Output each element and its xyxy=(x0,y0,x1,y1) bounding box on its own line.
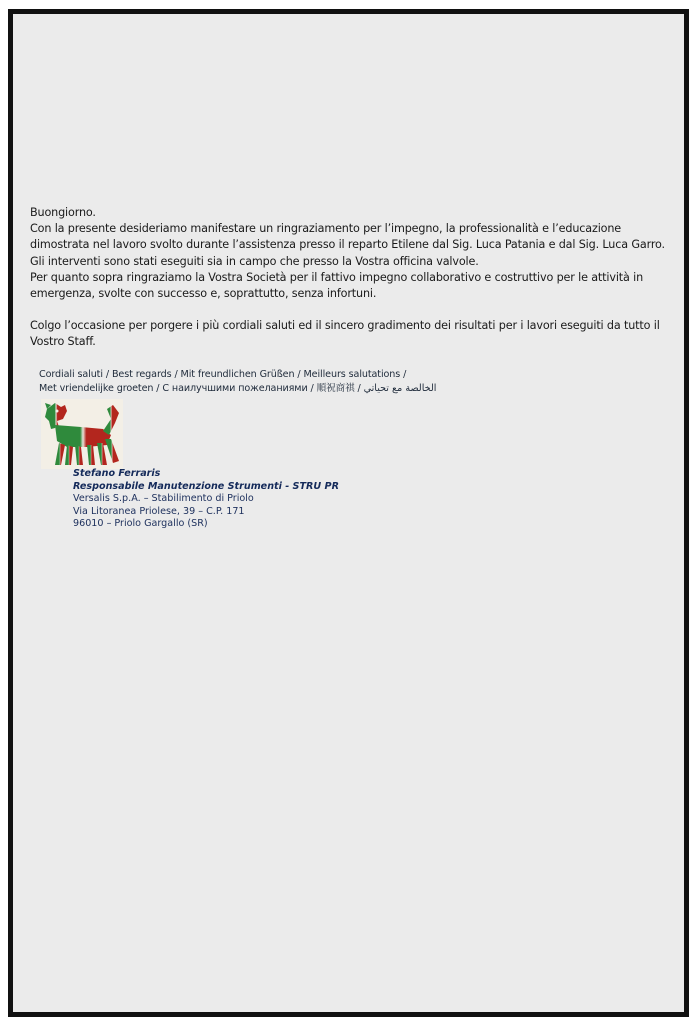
signature-block xyxy=(73,468,339,531)
letter-line: Con la presente desideriamo manifestare un ringraziamento per l’impegno, la professionalità e l’educazione xyxy=(30,222,622,236)
letter-body xyxy=(30,205,680,351)
company-city: 96010 – Priolo Gargallo (SR) xyxy=(73,518,208,530)
letter-line: emergenza, svolte con successo e, soprattutto, senza infortuni. xyxy=(30,287,377,301)
multilingual-regards xyxy=(39,368,436,395)
paragraph-gap xyxy=(30,302,680,318)
signer-role: Responsabile Manutenzione Strumenti - STRU PR xyxy=(73,480,339,492)
company-name: Versalis S.p.A. – Stabilimento di Priolo xyxy=(73,493,254,505)
closing-line: Vostro Staff. xyxy=(30,335,96,349)
letter-line: Per quanto sopra ringraziamo la Vostra Società per il fattivo impegno collaborativo e costruttivo per le attività in xyxy=(30,270,644,284)
page-frame xyxy=(8,9,689,1017)
six-legged-dog-logo-icon xyxy=(41,399,123,469)
letter-line: dimostrata nel lavoro svolto durante l’assistenza presso il reparto Etilene dal Sig. Luca Patania e dal Sig. Luca Garro. xyxy=(30,238,665,252)
signer-name: Stefano Ferraris xyxy=(73,468,161,479)
letter-line: Gli interventi sono stati eseguiti sia in campo che presso la Vostra officina valvole. xyxy=(30,254,479,268)
closing-line: Colgo l’occasione per porgere i più cordiali saluti ed il sincero gradimento dei risultati per i lavori eseguiti da tutto il xyxy=(30,319,660,333)
regards-line: Met vriendelijke groeten / С наилучшими пожеланиями / 順祝商祺 / الخالصة مع تحياتي xyxy=(39,382,437,394)
regards-line: Cordiali saluti / Best regards / Mit freundlichen Grüßen / Meilleurs salutations / xyxy=(39,369,407,380)
greeting: Buongiorno. xyxy=(30,206,96,219)
company-address: Via Litoranea Priolese, 39 – C.P. 171 xyxy=(73,505,245,517)
